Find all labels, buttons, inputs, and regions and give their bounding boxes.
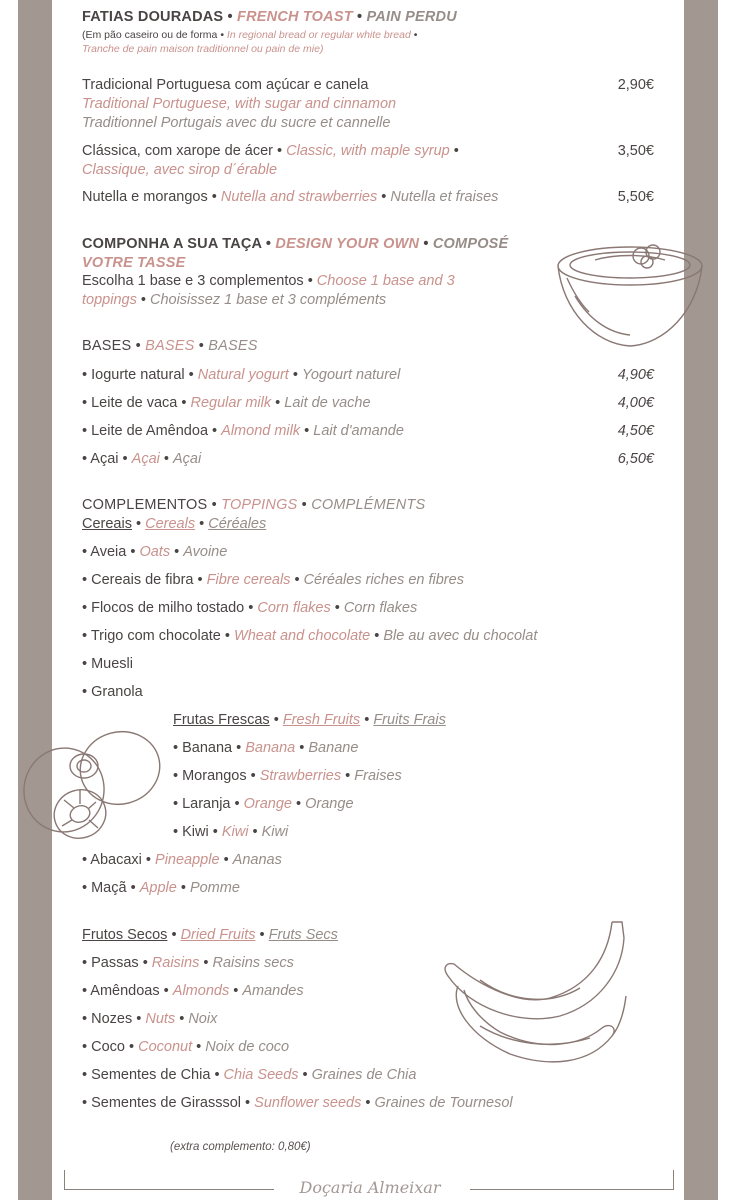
banana-illustration [440,916,640,1076]
menu-item-traditional-pt: Tradicional Portuguesa com açúcar e canela [82,77,369,93]
menu-item-classic-line2: Classique, avec sirop d´érable [82,162,278,178]
extra-topping-note: (extra complemento: 0,80€) [170,1141,311,1153]
bowl-section-heading-line1: COMPONHA A SUA TAÇA • DESIGN YOUR OWN • COMPOSÉ [82,236,509,252]
toppings-heading: COMPLEMENTOS • TOPPINGS • COMPLÉMENTS [82,497,426,513]
left-border-band [18,0,52,1200]
bowl-section-heading-line2: VOTRE TASSE [82,255,186,271]
footer-left-tick [64,1170,65,1190]
cereal-item-muesli: • Muesli [82,656,134,672]
base-item-almond: • Leite de Amêndoa • Almond milk • Lait d'amande [82,423,404,439]
dried-item-almonds: • Amêndoas • Almonds • Amandes [82,983,304,999]
price-milk: 4,00€ [617,395,654,411]
footer-line-right [470,1189,674,1190]
french-toast-subtitle-line2: Tranche de pain maison traditionnel ou pain de mie) [82,43,324,55]
menu-item-traditional-en: Traditional Portuguese, with sugar and cinnamon [82,96,397,112]
french-toast-heading: FATIAS DOURADAS • FRENCH TOAST • PAIN PERDU [82,9,457,25]
cereals-subheading: Cereais • Cereals • Céréales [82,516,267,532]
dried-item-nuts: • Nozes • Nuts • Noix [82,1011,218,1027]
base-item-acai: • Açai • Açai • Açai [82,451,202,467]
cereal-item-fibre: • Cereais de fibra • Fibre cereals • Céréales riches en fibres [82,572,464,588]
price-almond: 4,50€ [617,423,654,439]
bowl-section-desc-line2: toppings • Choisissez 1 base et 3 compléments [82,292,387,308]
fruit-item-orange: • Laranja • Orange • Orange [173,796,354,812]
cereal-item-wheat-chocolate: • Trigo com chocolate • Wheat and chocolate • Ble au avec du chocolat [82,628,538,644]
dried-item-sunflower: • Sementes de Girasssol • Sunflower seeds • Graines de Tournesol [82,1095,513,1111]
price-traditional: 2,90€ [617,77,654,93]
menu-item-classic-line1: Clássica, com xarope de ácer • Classic, with maple syrup • [82,143,459,159]
footer-line-left [64,1189,274,1190]
dried-item-raisins: • Passas • Raisins • Raisins secs [82,955,294,971]
price-nutella: 5,50€ [617,189,654,205]
fruit-item-banana: • Banana • Banana • Banane [173,740,359,756]
cereal-item-oats: • Aveia • Oats • Avoine [82,544,228,560]
fruit-item-strawberries: • Morangos • Strawberries • Fraises [173,768,402,784]
french-toast-subtitle-line1: (Em pão caseiro ou de forma • In regional bread or regular white bread • [82,29,418,41]
dried-subheading: Frutos Secos • Dried Fruits • Fruts Secs [82,927,338,943]
footer-right-tick [673,1170,674,1190]
menu-item-traditional-fr: Traditionnel Portugais avec du sucre et cannelle [82,115,391,131]
footer-brand: Doçaria Almeixar [299,1178,441,1197]
cereal-item-granola: • Granola [82,684,143,700]
price-yogurt: 4,90€ [617,367,654,383]
cereal-item-cornflakes: • Flocos de milho tostado • Corn flakes • Corn flakes [82,600,418,616]
price-acai: 6,50€ [617,451,654,467]
fruit-item-apple: • Maçã • Apple • Pomme [82,880,240,896]
fruit-item-pineapple: • Abacaxi • Pineapple • Ananas [82,852,282,868]
bowl-illustration [555,236,705,351]
base-item-milk: • Leite de vaca • Regular milk • Lait de vache [82,395,371,411]
fruit-item-kiwi: • Kiwi • Kiwi • Kiwi [173,824,289,840]
menu-item-nutella: Nutella e morangos • Nutella and strawberries • Nutella et fraises [82,189,499,205]
bases-heading: BASES • BASES • BASES [82,338,258,354]
price-classic: 3,50€ [617,143,654,159]
kiwi-illustration [22,728,162,848]
fruits-subheading: Frutas Frescas • Fresh Fruits • Fruits Frais [173,712,446,728]
dried-item-coconut: • Coco • Coconut • Noix de coco [82,1039,290,1055]
base-item-yogurt: • Iogurte natural • Natural yogurt • Yogourt naturel [82,367,401,383]
right-border-band [684,0,718,1200]
bowl-section-desc-line1: Escolha 1 base e 3 complementos • Choose 1 base and 3 [82,273,455,289]
dried-item-chia: • Sementes de Chia • Chia Seeds • Graines de Chia [82,1067,417,1083]
